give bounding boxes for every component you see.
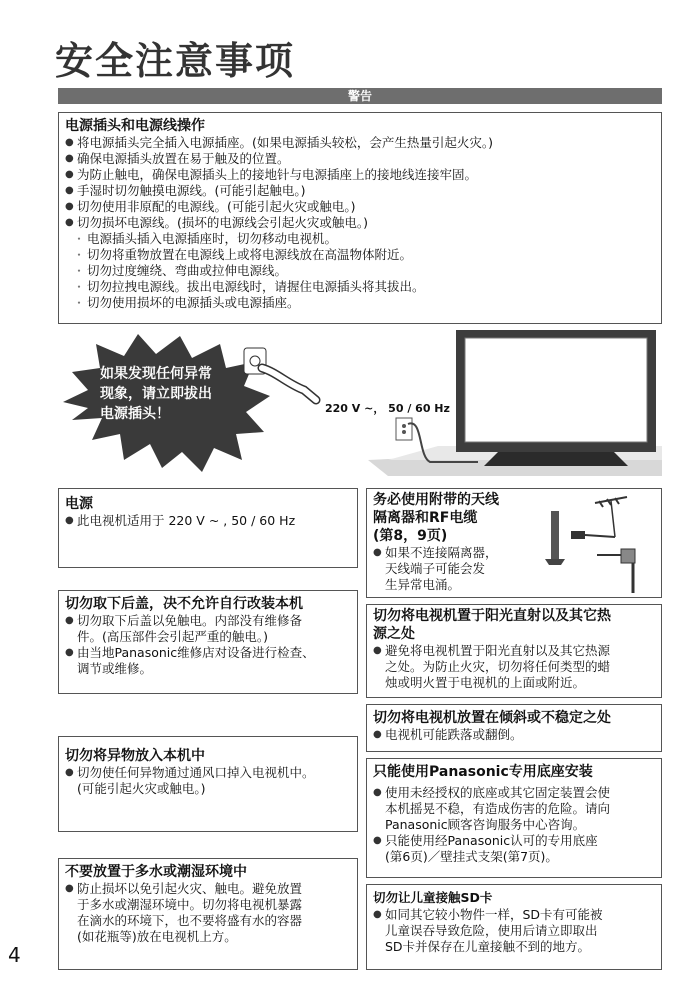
foreign-heading: 切勿将异物放入本机中 — [65, 748, 205, 764]
plug-item: ● 将电源插头完全插入电源插座。(如果电源插头较松，会产生热量引起火灾。) — [65, 135, 655, 151]
voltage-label: 220 V ~， 50 / 60 Hz — [325, 402, 450, 415]
plug-item: ● 为防止触电，确保电源插头上的接地针与电源插座上的接地线连接牢固。 — [65, 167, 655, 183]
antenna-heading: 务必使用附带的天线 — [373, 492, 499, 508]
wall-outlet-icon — [396, 418, 412, 440]
plug-item: ● 手湿时切勿触摸电源线。(可能引起触电。) — [65, 183, 655, 199]
sdcard-section — [366, 884, 662, 970]
slope-heading: 切勿将电视机放置在倾斜或不稳定之处 — [373, 710, 611, 726]
plug-subitem: ・ 切勿拉拽电源线。拔出电源线时，请握住电源插头将其拔出。 — [65, 279, 655, 295]
stand-item: ● 使用未经授权的底座或其它固定装置会使 本机摇晃不稳，有造成伤害的危险。请向 Panasonic顾客咨询服务中心咨询。 — [373, 785, 655, 833]
plug-item: ● 切勿损坏电源线。(损坏的电源线会引起火灾或触电。) — [65, 215, 655, 231]
burst-text: 如果发现任何异常 现象，请立即拔出 电源插头！ — [100, 366, 212, 422]
sunlight-section — [366, 604, 662, 698]
antenna-pages: (第8，9页) — [373, 528, 448, 544]
page-title: 安全注意事项 — [55, 39, 296, 83]
plug-subitem: ・ 切勿使用损坏的电源插头或电源插座。 — [65, 295, 655, 311]
slope-section — [366, 704, 662, 752]
antenna-section — [366, 488, 662, 598]
antenna-diagram — [537, 495, 657, 593]
plug-item: ● 切勿使用非原配的电源线。(可能引起火灾或触电。) — [65, 199, 655, 215]
cover-heading: 切勿取下后盖，决不允许自行改装本机 — [65, 596, 303, 612]
foreign-section — [58, 736, 358, 832]
sunlight-heading: 切勿将电视机置于阳光直射以及其它热 — [373, 608, 611, 624]
plug-subitem: ・ 电源插头插入电源插座时，切勿移动电视机。 — [65, 231, 655, 247]
foreign-text: ● 切勿使任何异物通过通风口掉入电视机中。 (可能引起火灾或触电。) — [65, 765, 351, 797]
stand-heading: 只能使用Panasonic专用底座安装 — [373, 764, 593, 780]
stand-item: ● 只能使用经Panasonic认可的专用底座 (第6页)／壁挂式支架(第7页)。 — [373, 833, 655, 865]
cover-item: ● 由当地Panasonic维修店对设备进行检查、 调节或维修。 — [65, 645, 351, 677]
plug-subitem: ・ 切勿将重物放置在电源线上或将电源线放在高温物体附近。 — [65, 247, 655, 263]
plug-heading: 电源插头和电源线操作 — [65, 118, 205, 134]
sunlight-text: ● 避免将电视机置于阳光直射以及其它热源 之处。为防止火灾，切勿将任何类型的蜡 烛或明火置于电视机的上面或附近。 — [373, 643, 655, 691]
power-text: ● 此电视机适用于 220 V ~ , 50 / 60 Hz — [65, 513, 351, 529]
sdcard-text: ● 如同其它较小物件一样，SD卡有可能被 儿童误吞导致危险，使用后请立即取出 SD卡并保存在儿童接触不到的地方。 — [373, 907, 655, 955]
cover-item: ● 切勿取下后盖以免触电。内部没有维修备 件。(高压部件会引起严重的触电。) — [65, 613, 351, 645]
slope-text: ● 电视机可能跌落或翻倒。 — [373, 727, 655, 743]
water-text: ● 防止损坏以免引起火灾、触电。避免放置 于多水或潮湿环境中。切勿将电视机暴露 在滴水的环境下，也不要将盛有水的容器 (如花瓶等)放在电视机上方。 — [65, 881, 351, 945]
plug-item: ● 确保电源插头放置在易于触及的位置。 — [65, 151, 655, 167]
warning-bar: 警告 — [58, 88, 662, 104]
water-heading: 不要放置于多水或潮湿环境中 — [65, 864, 247, 880]
power-heading: 电源 — [65, 496, 93, 512]
antenna-heading: 隔离器和RF电缆 — [373, 510, 478, 526]
page-number: 4 — [8, 943, 21, 967]
sdcard-heading: 切勿让儿童接触SD卡 — [373, 890, 493, 905]
stand-section — [366, 758, 662, 878]
water-section — [58, 858, 358, 970]
cover-section — [58, 590, 358, 694]
power-section — [58, 488, 358, 568]
plug-subitem: ・ 切勿过度缠绕、弯曲或拉伸电源线。 — [65, 263, 655, 279]
plug-section — [58, 112, 662, 324]
sunlight-heading: 源之处 — [373, 626, 415, 642]
tv-icon — [456, 330, 656, 466]
antenna-text: ● 如果不连接隔离器， 天线端子可能会发 生异常电涌。 — [373, 545, 655, 593]
